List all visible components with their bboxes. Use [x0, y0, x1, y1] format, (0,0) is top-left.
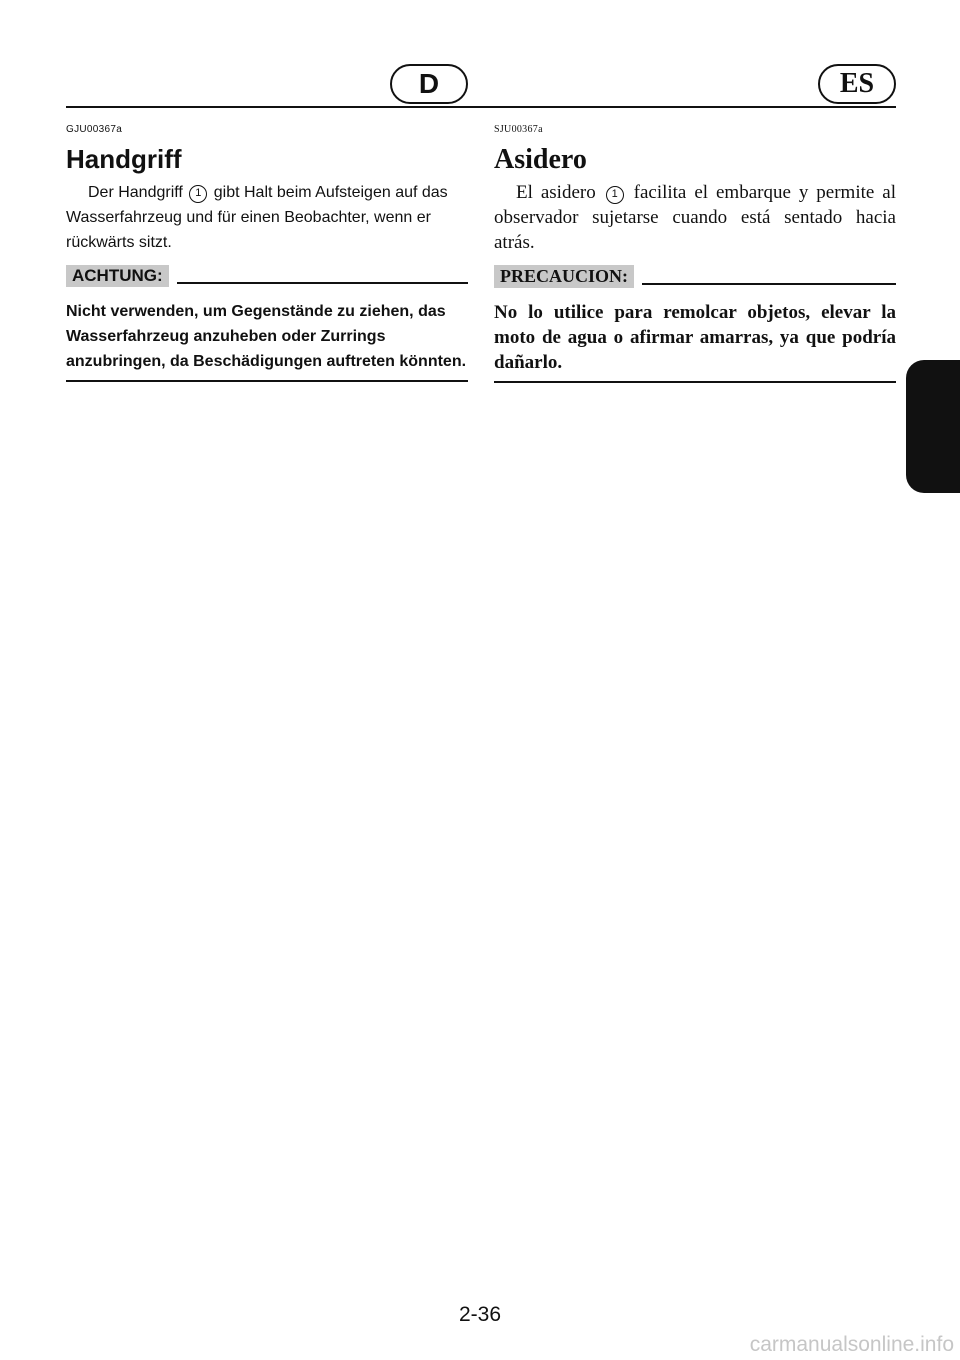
- caution-end-rule: [494, 381, 896, 383]
- caution-end-rule: [66, 380, 468, 382]
- section-body: Der Handgriff 1 gibt Halt beim Aufsteigen auf das Wasserfahrzeug und für einen Beobachter, wenn er rückwärts sitzt.: [66, 184, 448, 251]
- language-badge-es: ES: [818, 64, 896, 104]
- spanish-column: [494, 124, 896, 383]
- section-title: Asidero: [494, 144, 587, 175]
- caution-label: ACHTUNG:: [66, 265, 169, 287]
- header-rule: [66, 106, 896, 108]
- section-code: SJU00367a: [494, 124, 543, 135]
- language-badge-de: D: [390, 64, 468, 104]
- german-column: [66, 124, 468, 382]
- caution-text: Nicht verwenden, um Gegenstände zu ziehen, das Wasserfahrzeug anzuheben oder Zurrings anzubringen, da Beschädigungen auftreten könnten.: [66, 303, 467, 370]
- section-code: GJU00367a: [66, 124, 123, 135]
- caution-rule: [642, 283, 896, 285]
- caution-rule: [177, 282, 468, 284]
- caution-text: No lo utilice para remolcar objetos, elevar la moto de agua o afirmar amarras, ya que podría dañarlo.: [494, 302, 896, 373]
- caution-label: PRECAUCION:: [494, 265, 634, 288]
- caution-header: [494, 265, 896, 288]
- watermark: carmanualsonline.info: [749, 1333, 954, 1356]
- reference-number-icon: 1: [189, 185, 207, 203]
- caution-header: [66, 265, 468, 287]
- chapter-tab: [906, 360, 960, 493]
- section-body: El asidero 1 facilita el embarque y permite al observador sujetarse cuando está sentado hacia atrás.: [494, 182, 896, 253]
- page-number: 2-36: [458, 1303, 502, 1326]
- reference-number-icon: 1: [606, 186, 624, 204]
- section-title: Handgriff: [66, 144, 182, 174]
